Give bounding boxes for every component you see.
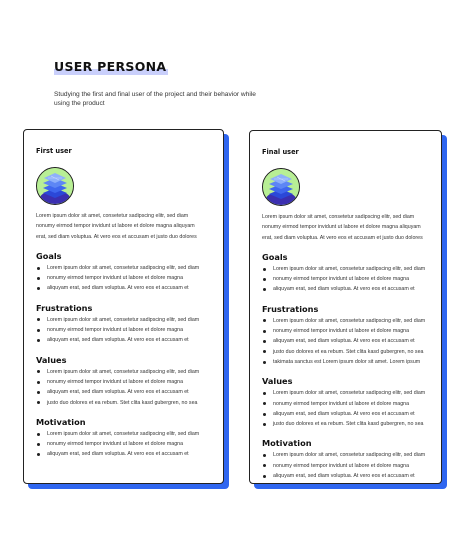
bullet-list: [36, 315, 213, 346]
list-item: nonumy eirmod tempor invidunt ut labore et dolore magna: [262, 399, 431, 409]
section-heading: Motivation: [36, 416, 86, 427]
list-item: nonumy eirmod tempor invidunt ut labore et dolore magna: [262, 274, 431, 284]
bullet-list: [262, 450, 431, 481]
bullet-list: [262, 264, 431, 295]
list-item: Lorem ipsum dolor sit amet, consetetur sadipscing elitr, sed diam: [262, 264, 431, 274]
section-heading: Goals: [262, 251, 288, 262]
intro-line: erat, sed diam voluptua. At vero eos et accusam et justo duo dolores: [36, 233, 197, 240]
section-heading: Values: [262, 376, 293, 387]
intro-line: nonumy eirmod tempor invidunt ut labore et dolore magna aliquyam: [36, 223, 195, 230]
list-item: nonumy eirmod tempor invidunt ut labore et dolore magna: [36, 377, 213, 387]
intro-line: erat, sed diam voluptua. At vero eos et accusam et justo duo dolores: [262, 234, 423, 241]
page-title: USER PERSONA: [54, 59, 167, 74]
card-title: First user: [36, 147, 72, 155]
list-item: aliquyam erat, sed diam voluptua. At vero eos et accusam et: [36, 387, 213, 397]
list-item: Lorem ipsum dolor sit amet, consetetur sadipscing elitr, sed diam: [262, 450, 431, 460]
list-item: Lorem ipsum dolor sit amet, consetetur sadipscing elitr, sed diam: [262, 316, 431, 326]
list-item: takimata sanctus est Lorem ipsum dolor sit amet. Lorem ipsum: [262, 357, 431, 367]
page-subtitle: Studying the first and final user of the project and their behavior while using the product: [54, 91, 256, 108]
list-item: justo duo dolores et ea rebum. Stet clita kasd gubergren, no sea: [262, 419, 431, 429]
section-heading: Frustrations: [262, 303, 319, 314]
bullet-list: [36, 263, 213, 294]
list-item: nonumy eirmod tempor invidunt ut labore et dolore magna: [262, 461, 431, 471]
intro-paragraph: [36, 211, 213, 242]
card-title: Final user: [262, 148, 299, 156]
list-item: nonumy eirmod tempor invidunt ut labore et dolore magna: [262, 326, 431, 336]
intro-line: Lorem ipsum dolor sit amet, consetetur sadipscing elitr, sed diam: [262, 214, 415, 220]
list-item: aliquyam erat, sed diam voluptua. At vero eos et accusam et: [36, 335, 213, 345]
stacked-layers-icon: [37, 168, 73, 204]
section-heading: Frustrations: [36, 302, 93, 313]
list-item: nonumy eirmod tempor invidunt ut labore et dolore magna: [36, 439, 213, 449]
list-item: aliquyam erat, sed diam voluptua. At vero eos et accusam et: [36, 283, 213, 293]
list-item: Lorem ipsum dolor sit amet, consetetur sadipscing elitr, sed diam: [36, 429, 213, 439]
section-heading: Motivation: [262, 438, 312, 449]
list-item: Lorem ipsum dolor sit amet, consetetur sadipscing elitr, sed diam: [36, 367, 213, 377]
intro-line: Lorem ipsum dolor sit amet, consetetur sadipscing elitr, sed diam: [36, 213, 189, 219]
intro-paragraph: [262, 212, 431, 243]
list-item: justo duo dolores et ea rebum. Stet clita kasd gubergren, no sea: [262, 347, 431, 357]
list-item: Lorem ipsum dolor sit amet, consetetur sadipscing elitr, sed diam: [262, 388, 431, 398]
list-item: nonumy eirmod tempor invidunt ut labore et dolore magna: [36, 325, 213, 335]
persona-card-first-user: [23, 129, 224, 484]
bullet-list: [36, 429, 213, 460]
section-heading: Values: [36, 354, 67, 365]
list-item: aliquyam erat, sed diam voluptua. At vero eos et accusam et: [262, 336, 431, 346]
list-item: aliquyam erat, sed diam voluptua. At vero eos et accusam et: [262, 284, 431, 294]
card-body: [23, 129, 224, 484]
list-item: aliquyam erat, sed diam voluptua. At vero eos et accusam et: [36, 449, 213, 459]
avatar: [36, 167, 74, 205]
list-item: nonumy eirmod tempor invidunt ut labore et dolore magna: [36, 273, 213, 283]
persona-card-final-user: [249, 130, 442, 484]
avatar: [262, 168, 300, 206]
list-item: Lorem ipsum dolor sit amet, consetetur sadipscing elitr, sed diam: [36, 315, 213, 325]
stacked-layers-icon: [263, 169, 299, 205]
bullet-list: [262, 388, 431, 429]
bullet-list: [36, 367, 213, 408]
page-header: [54, 58, 269, 109]
intro-line: nonumy eirmod tempor invidunt ut labore et dolore magna aliquyam: [262, 224, 421, 231]
section-heading: Goals: [36, 250, 62, 261]
list-item: aliquyam erat, sed diam voluptua. At vero eos et accusam et: [262, 471, 431, 481]
card-body: [249, 130, 442, 484]
list-item: justo duo dolores et ea rebum. Stet clita kasd gubergren, no sea: [36, 398, 213, 408]
list-item: aliquyam erat, sed diam voluptua. At vero eos et accusam et: [262, 409, 431, 419]
bullet-list: [262, 316, 431, 367]
list-item: Lorem ipsum dolor sit amet, consetetur sadipscing elitr, sed diam: [36, 263, 213, 273]
